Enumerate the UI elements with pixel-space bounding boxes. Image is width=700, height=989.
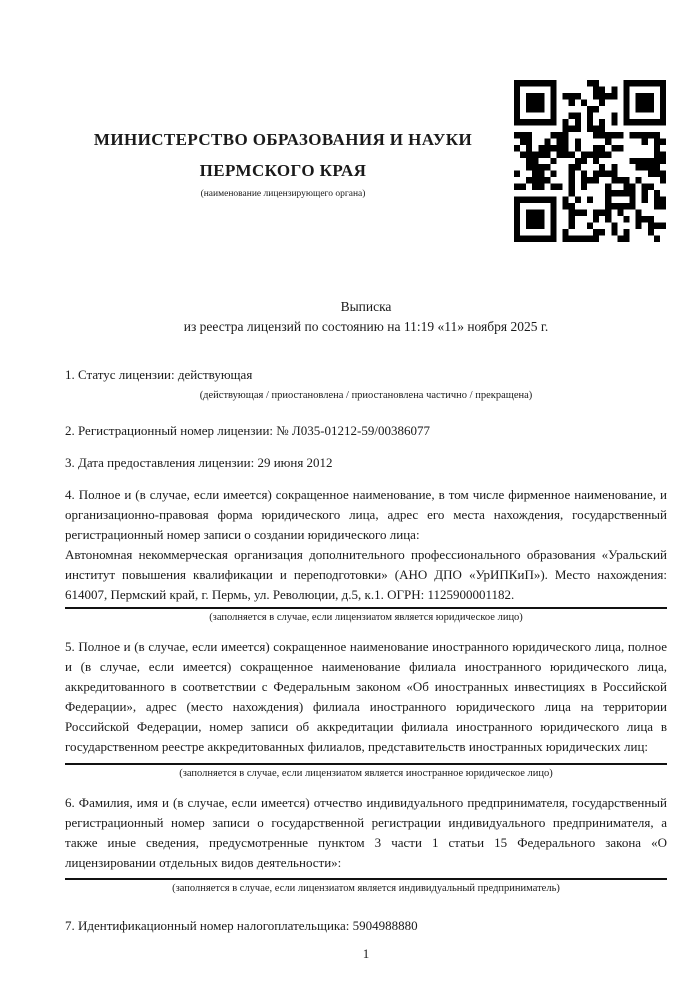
entrepreneur-hint: (заполняется в случае, если лицензиатом является индивидуальный предприниматель) xyxy=(172,883,560,894)
qr-code xyxy=(514,80,666,242)
ministry-name xyxy=(65,124,501,186)
foreign-entity-prompt: 5. Полное и (в случае, если имеется) сокращенное наименование иностранного юридического лица, полное и (в случае, если имеется) сокращенное наименование филиала иностранного юридического лица, аккредитованного в соответствии с Федеральным законом «Об иностранных инвестициях в Российской Федерации», адрес (место нахождения) филиала иностранного юридического лица на территории Российской Федерации, номер записи об аккредитации филиала иностранного юридического лица в государственном реестре аккредитованных филиалов, представительств иностранных юридических лиц: xyxy=(65,639,667,754)
entrepreneur-divider xyxy=(65,878,667,880)
foreign-entity-hint: (заполняется в случае, если лицензиатом является иностранное юридическое лицо) xyxy=(179,768,553,779)
document-title-line2: из реестра лицензий по состоянию на 11:19 «11» ноября 2025 г. xyxy=(183,319,549,334)
ministry-name-line2: ПЕРМСКОГО КРАЯ xyxy=(199,161,367,180)
licensing-authority-block xyxy=(65,124,501,201)
foreign-entity-divider xyxy=(65,763,667,765)
page-number: 1 xyxy=(362,946,370,961)
legal-entity-prompt: 4. Полное и (в случае, если имеется) сокращенное наименование, в том числе фирменное наименование, и организационно-правовая форма юридического лица, адрес его места нахождения, государственный регистрационный номер записи о создании юридического лица: xyxy=(65,487,667,542)
legal-entity-hint: (заполняется в случае, если лицензиатом является юридическое лицо) xyxy=(209,612,523,623)
ministry-name-line1: МИНИСТЕРСТВО ОБРАЗОВАНИЯ И НАУКИ xyxy=(93,130,473,149)
document-title xyxy=(65,297,667,337)
license-status-line: 1. Статус лицензии: действующая xyxy=(65,367,253,382)
legal-entity-divider xyxy=(65,607,667,609)
document-title-line1: Выписка xyxy=(340,299,392,314)
registration-number-line: 2. Регистрационный номер лицензии: № Л035-01212-59/00386077 xyxy=(65,423,431,438)
document-body xyxy=(0,297,700,963)
legal-entity-value: Автономная некоммерческая организация дополнительного профессионального образования «Уральский институт повышения квалификации и переподготовки» (АНО ДПО «УрИПКиП»). Место нахождения: 614007, Пермский край, г. Пермь, ул. Революции, д.5, к.1. ОГРН: 1125900001182. xyxy=(65,547,667,602)
document-header xyxy=(0,0,700,245)
entrepreneur-prompt: 6. Фамилия, имя и (в случае, если имеется) отчество индивидуального предпринимателя, государственный регистрационный номер записи о государственной регистрации индивидуального предпринимателя, а также иные сведения, предусмотренные пунктом 3 части 1 статьи 15 Федерального закона «О лицензировании отдельных видов деятельности»: xyxy=(65,795,667,870)
license-status-hint: (действующая / приостановлена / приостановлена частично / прекращена) xyxy=(199,390,533,401)
ministry-caption: (наименование лицензирующего органа) xyxy=(200,189,366,199)
license-date-line: 3. Дата предоставления лицензии: 29 июня 2012 xyxy=(65,455,333,470)
taxpayer-number-line: 7. Идентификационный номер налогоплательщика: 5904988880 xyxy=(65,918,418,933)
